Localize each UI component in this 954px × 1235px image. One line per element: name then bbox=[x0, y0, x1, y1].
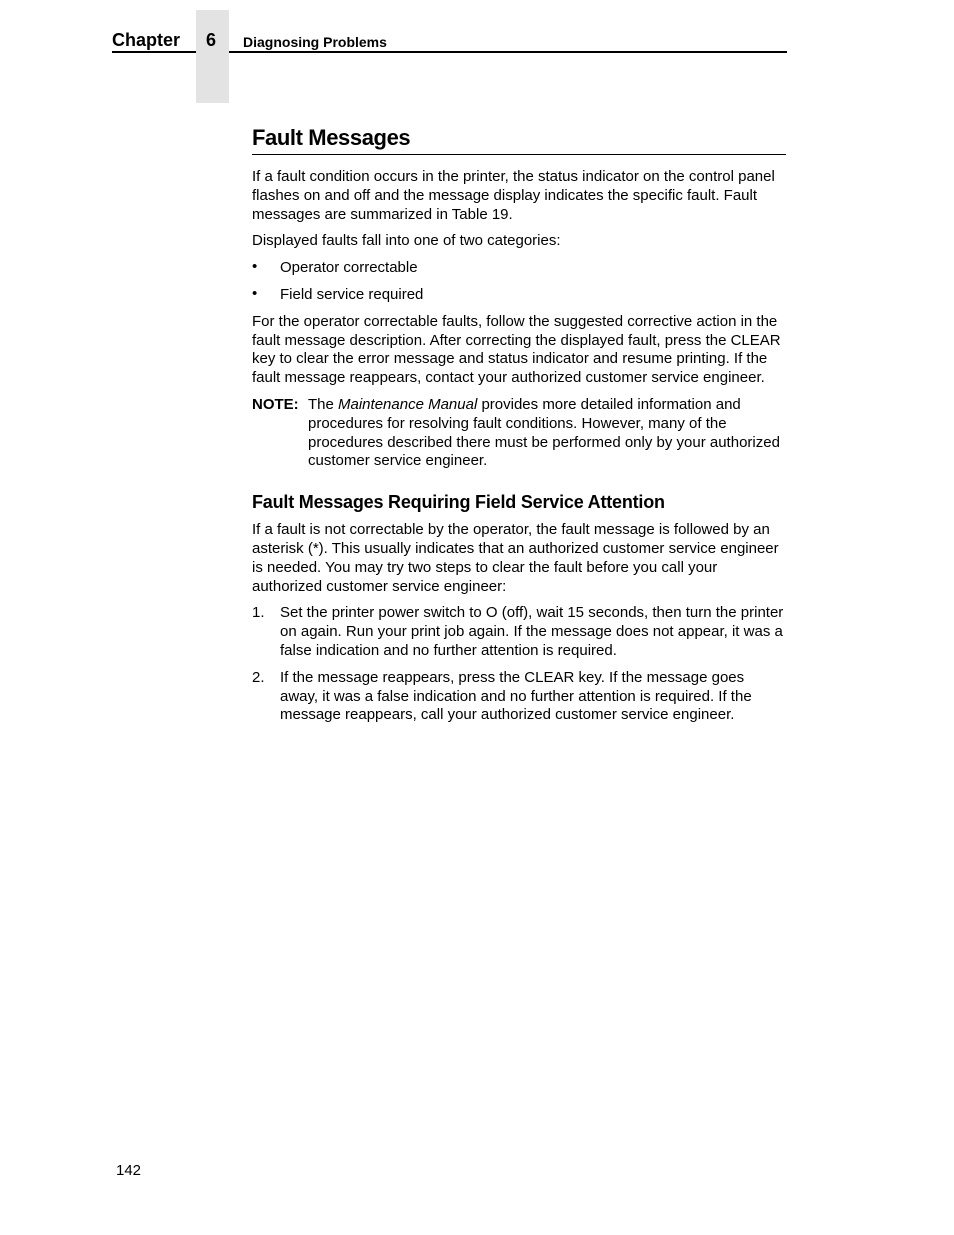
header-rule bbox=[229, 51, 787, 53]
list-item bbox=[252, 259, 786, 278]
categories-intro-paragraph: Displayed faults fall into one of two categories: bbox=[252, 232, 561, 250]
step-text: Set the printer power switch to O (off), wait 15 seconds, then turn the printer on again. Run your print job again. If the message does not appear, it was a false indication and no further attention is required. bbox=[280, 604, 784, 659]
chapter-underline bbox=[112, 51, 196, 53]
page-content bbox=[252, 124, 786, 725]
list-item bbox=[252, 286, 786, 305]
note-text-after: provides more detailed information and procedures for resolving fault conditions. However, many of the procedures described there must be performed only by your authorized customer service engineer. bbox=[308, 395, 780, 470]
note-emphasis: Maintenance Manual bbox=[338, 395, 478, 413]
chapter-label: Chapter bbox=[112, 30, 181, 50]
step-number: 1. bbox=[252, 604, 265, 622]
section-title: Fault Messages bbox=[252, 124, 786, 155]
chapter-tab bbox=[196, 10, 229, 103]
note-label: NOTE: bbox=[252, 395, 299, 413]
list-item bbox=[252, 604, 786, 660]
list-item-text: Operator correctable bbox=[280, 259, 418, 277]
section-intro-paragraph: If a fault condition occurs in the printer, the status indicator on the control panel flashes on and off and the message display indicates the specific fault. Fault messages are summarized in Table 19. bbox=[252, 168, 775, 223]
note-block bbox=[252, 396, 786, 471]
step-number: 2. bbox=[252, 668, 265, 686]
running-header-title: Diagnosing Problems bbox=[243, 34, 387, 50]
chapter-number: 6 bbox=[205, 30, 216, 50]
list-item bbox=[252, 669, 786, 725]
note-text-before: The bbox=[308, 395, 339, 413]
corrective-action-paragraph: For the operator correctable faults, follow the suggested corrective action in the fault message description. After correcting the displayed fault, press the CLEAR key to clear the error message and status indicator and resume printing. If the fault message reappears, contact your authorized customer service engineer. bbox=[252, 312, 781, 387]
bullet-marker: • bbox=[252, 284, 258, 302]
steps-list bbox=[252, 604, 786, 725]
subsection-intro-paragraph: If a fault is not correctable by the operator, the fault message is followed by an asterisk (*). This usually indicates that an authorized customer service engineer is needed. You may try two steps to clear the fault before you call your authorized customer service engineer: bbox=[252, 521, 779, 595]
subsection-title: Fault Messages Requiring Field Service Attention bbox=[252, 492, 665, 513]
bullet-marker: • bbox=[252, 258, 258, 276]
page-number: 142 bbox=[116, 1162, 142, 1179]
fault-categories-list bbox=[252, 259, 786, 305]
step-text: If the message reappears, press the CLEAR key. If the message goes away, it was a false indication and no further attention is required. If the message reappears, call your authorized customer service engineer. bbox=[280, 668, 752, 724]
list-item-text: Field service required bbox=[280, 285, 424, 303]
